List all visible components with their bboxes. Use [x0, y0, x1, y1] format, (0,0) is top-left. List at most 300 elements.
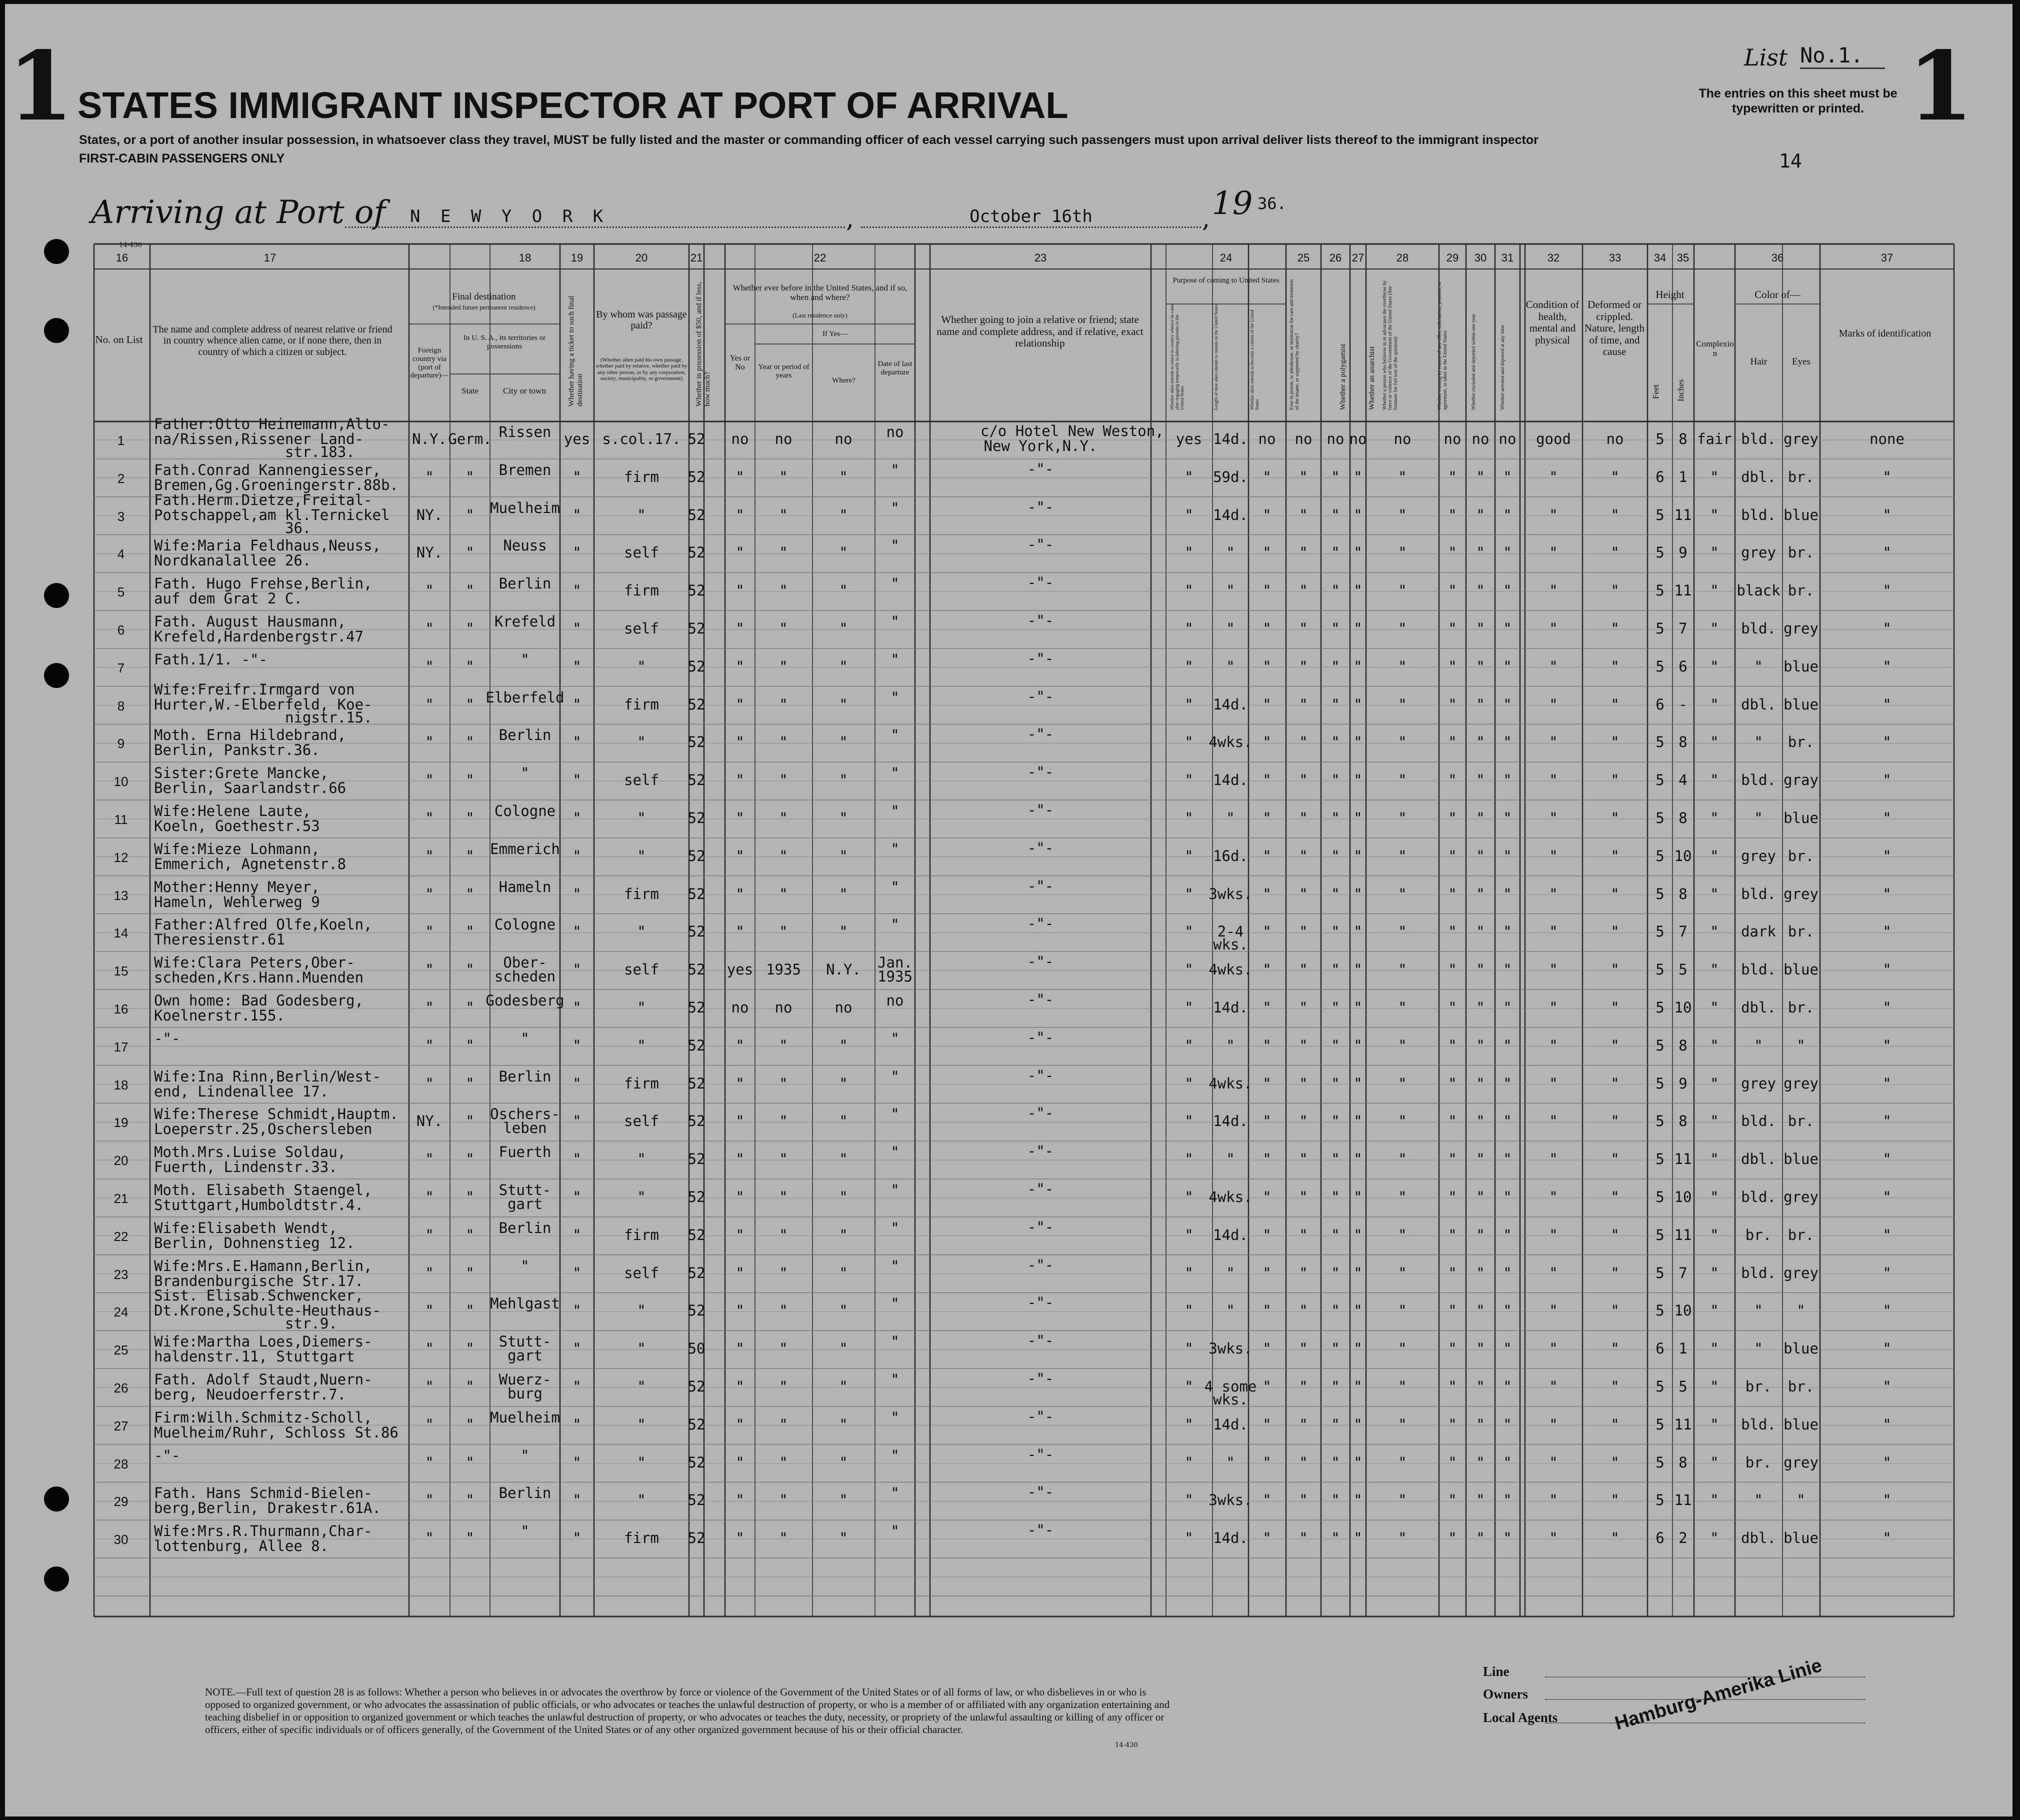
height-feet: 5	[1656, 847, 1664, 864]
question-28: "	[1398, 734, 1407, 751]
health: "	[1549, 1226, 1558, 1244]
height-feet: 5	[1656, 1074, 1664, 1092]
height-feet: 6	[1656, 696, 1664, 713]
foreign-country: "	[425, 1378, 434, 1395]
prison: "	[1299, 1340, 1308, 1358]
hair-color: bld.	[1741, 1416, 1776, 1433]
prison: "	[1299, 847, 1308, 864]
eye-color: blue	[1784, 658, 1818, 675]
question-30: "	[1476, 885, 1485, 902]
purpose-citizen: "	[1262, 1454, 1272, 1471]
ticket: "	[572, 923, 582, 940]
last-departure: "	[890, 499, 900, 516]
height-feet: 5	[1656, 999, 1664, 1016]
purpose-length-2: wks.	[1213, 1391, 1248, 1408]
relative-line-2: Hameln, Wehlerweg 9	[154, 893, 320, 910]
question-29: "	[1448, 582, 1457, 600]
destination-city: Berlin	[498, 1068, 552, 1085]
polygamist: "	[1331, 468, 1340, 486]
purpose-length: 14d.	[1213, 1530, 1248, 1547]
where-before: "	[839, 582, 848, 600]
passage-paid-by: firm	[624, 885, 659, 902]
question-29: "	[1448, 961, 1457, 978]
height-feet: 5	[1656, 1150, 1664, 1168]
money-amount: 52	[688, 961, 706, 978]
passage-paid-by: "	[637, 734, 646, 751]
relative-line-2: Theresienstr.61	[154, 931, 285, 948]
join-relative-2: New York,N.Y.	[984, 438, 1098, 454]
relative-line-1: Father:Otto Heinemann,Alto-	[154, 416, 390, 432]
hair-color: bld.	[1741, 1188, 1776, 1206]
complexion: "	[1710, 696, 1719, 713]
destination-state: "	[466, 1378, 474, 1395]
complexion: "	[1710, 1378, 1719, 1395]
money-amount: 52	[688, 772, 706, 789]
join-relative: -"-	[1027, 802, 1054, 818]
relative-line-2: auf dem Grat 2 C.	[154, 590, 302, 608]
marks: "	[1882, 1302, 1892, 1320]
purpose-citizen: "	[1262, 582, 1272, 600]
ever-before: "	[736, 847, 744, 864]
height-feet: 5	[1656, 620, 1664, 637]
last-departure: "	[890, 1106, 900, 1123]
eye-color: br.	[1788, 923, 1814, 940]
row-number: 12	[114, 850, 128, 865]
money-amount: 52	[688, 658, 706, 675]
ever-before: "	[736, 1340, 744, 1358]
column-number: 37	[1880, 252, 1894, 264]
question-30: "	[1476, 961, 1485, 978]
relative-line-1: Wife:Mrs.E.Hamann,Berlin,	[154, 1257, 372, 1274]
question-31: "	[1503, 810, 1512, 826]
question-31: "	[1503, 468, 1512, 486]
height-inches: 8	[1678, 430, 1688, 448]
health: "	[1549, 1340, 1558, 1358]
anarchist: "	[1354, 620, 1362, 637]
purpose-citizen: "	[1262, 1264, 1272, 1282]
form-number: 14-430	[119, 242, 142, 249]
year-period: "	[779, 1340, 788, 1358]
deformed: "	[1610, 582, 1620, 600]
destination-city: Wuerz-	[498, 1371, 552, 1388]
destination-state: "	[466, 810, 474, 826]
last-departure-2: 1935	[878, 968, 912, 986]
ticket: "	[572, 1036, 582, 1054]
prison: "	[1299, 1378, 1308, 1395]
deformed: "	[1610, 772, 1620, 789]
where-before: "	[839, 506, 848, 524]
purpose-return: "	[1184, 582, 1194, 600]
passage-paid-by: "	[637, 658, 646, 675]
money-amount: 52	[688, 582, 706, 600]
foreign-country: "	[425, 620, 434, 637]
question-29: "	[1448, 1454, 1457, 1471]
eye-color: br.	[1788, 1112, 1814, 1130]
purpose-length: 14d.	[1213, 1226, 1248, 1244]
purpose-return: "	[1184, 1530, 1194, 1547]
prison: "	[1299, 999, 1308, 1016]
ever-before: "	[736, 696, 744, 713]
prison: "	[1299, 772, 1308, 789]
height-inches: 8	[1678, 1036, 1688, 1054]
destination-state: "	[466, 772, 474, 789]
ticket: "	[572, 468, 582, 486]
hair-color: dbl.	[1741, 696, 1776, 713]
ticket: "	[572, 772, 582, 789]
height-inches: 9	[1678, 1074, 1688, 1092]
passage-paid-by: firm	[624, 1226, 659, 1244]
complexion: "	[1710, 1150, 1719, 1168]
question-28: "	[1398, 1530, 1407, 1547]
height-inches: 8	[1678, 734, 1688, 751]
footnote-form-number: 14-430	[1115, 1742, 1138, 1749]
height-inches: 11	[1674, 582, 1692, 600]
last-departure: "	[890, 1144, 900, 1161]
height-inches: 11	[1674, 506, 1692, 524]
destination-city: "	[520, 650, 530, 668]
question-28: "	[1398, 885, 1407, 902]
prison: "	[1299, 1036, 1308, 1054]
eye-color: grey	[1784, 1074, 1818, 1092]
purpose-length: 14d.	[1213, 696, 1248, 713]
row-number: 6	[117, 622, 125, 638]
year-period: "	[779, 1112, 788, 1130]
prison: "	[1299, 1530, 1308, 1547]
deformed: "	[1610, 1454, 1620, 1471]
row-number: 29	[114, 1494, 128, 1510]
question-29: "	[1448, 734, 1457, 751]
question-30: "	[1476, 506, 1485, 524]
question-29: "	[1448, 847, 1457, 864]
purpose-return: "	[1184, 810, 1194, 826]
row-number: 3	[117, 508, 125, 524]
hair-color: grey	[1741, 847, 1776, 864]
header-purpose-length: Length of time alien intends to remain in the United States	[1214, 304, 1218, 410]
purpose-return: yes	[1176, 430, 1202, 448]
purpose-citizen: "	[1262, 544, 1272, 562]
destination-state: "	[466, 734, 474, 751]
join-relative: -"-	[1027, 1446, 1054, 1463]
polygamist: "	[1331, 1074, 1340, 1092]
foreign-country: "	[425, 847, 434, 864]
ever-before: no	[731, 999, 749, 1016]
marks: "	[1882, 1036, 1892, 1054]
where-before: "	[839, 1188, 848, 1206]
anarchist: "	[1354, 810, 1362, 826]
deformed: "	[1610, 961, 1620, 978]
ticket: "	[572, 582, 582, 600]
health: "	[1549, 847, 1558, 864]
purpose-return: "	[1184, 734, 1194, 751]
destination-city: Hameln	[498, 878, 552, 896]
height-inches: 10	[1674, 847, 1692, 864]
eye-color: br.	[1788, 1378, 1814, 1395]
marks: "	[1882, 885, 1892, 902]
ticket: "	[572, 1302, 582, 1320]
eye-color: br.	[1788, 1226, 1814, 1244]
money-amount: 50	[688, 1340, 706, 1358]
money-amount: 52	[688, 923, 706, 940]
row-number: 27	[114, 1418, 128, 1434]
question-31: "	[1503, 961, 1512, 978]
relative-line-2: Berlin, Dohnenstieg 12.	[154, 1234, 355, 1252]
row-number: 7	[117, 660, 125, 676]
marks: "	[1882, 1150, 1892, 1168]
deformed: "	[1610, 1074, 1620, 1092]
destination-city-2: scheden	[494, 968, 556, 986]
where-before: "	[839, 1416, 848, 1433]
foreign-country: "	[425, 1454, 434, 1471]
destination-state: "	[466, 1150, 474, 1168]
purpose-citizen: "	[1262, 1112, 1272, 1130]
header-q28: Whether a person who believes in or advocates the overthrow by force or violence of the Government of the United States (See footnote for full text of the question)	[1382, 280, 1398, 410]
eye-color: grey	[1784, 430, 1818, 448]
height-feet: 5	[1656, 1416, 1664, 1433]
question-28: "	[1398, 468, 1407, 486]
marks: "	[1882, 734, 1892, 751]
marks: "	[1882, 1264, 1892, 1282]
eye-color: blue	[1784, 506, 1818, 524]
purpose-return: "	[1184, 1150, 1194, 1168]
anarchist: "	[1354, 1492, 1362, 1509]
deformed: "	[1610, 506, 1620, 524]
column-number: 36	[1771, 252, 1784, 264]
polygamist: "	[1331, 999, 1340, 1016]
marks: "	[1882, 772, 1892, 789]
header-usa-group: In U. S. A., its territories or possessions	[463, 334, 546, 350]
hair-color: bld.	[1741, 430, 1776, 448]
relative-line-1: Father:Alfred Olfe,Koeln,	[154, 916, 372, 934]
row-number: 2	[117, 470, 125, 486]
question-28: "	[1398, 1416, 1407, 1433]
column-number: 18	[518, 252, 532, 264]
column-number: 20	[635, 252, 648, 264]
hair-color: bld.	[1741, 506, 1776, 524]
column-number: 25	[1297, 252, 1310, 264]
prison: "	[1299, 885, 1308, 902]
last-departure: "	[890, 1522, 900, 1540]
destination-city: Rissen	[498, 424, 552, 440]
where-before: "	[839, 847, 848, 864]
year-period: "	[779, 696, 788, 713]
hair-color: br.	[1745, 1378, 1772, 1395]
where-before: "	[839, 772, 848, 789]
destination-city: "	[520, 1446, 530, 1464]
marks: "	[1882, 1188, 1892, 1206]
money-amount: 52	[688, 1036, 706, 1054]
purpose-length: 14d.	[1213, 772, 1248, 789]
header-no-on-list: No. on List	[95, 334, 143, 346]
eye-color: blue	[1784, 810, 1818, 826]
purpose-citizen: "	[1262, 810, 1272, 826]
height-inches: 9	[1678, 544, 1688, 562]
where-before: "	[839, 1454, 848, 1471]
polygamist: "	[1331, 1036, 1340, 1054]
where-before: no	[834, 430, 852, 448]
purpose-length: "	[1226, 1264, 1235, 1282]
ticket: "	[572, 1226, 582, 1244]
question-30: "	[1476, 1036, 1485, 1054]
relative-line-1: Wife:Mieze Lohmann,	[154, 840, 320, 858]
purpose-citizen: "	[1262, 734, 1272, 751]
purpose-length: "	[1226, 1302, 1235, 1320]
header-state: State	[462, 386, 478, 396]
page-number-right: 1	[1908, 30, 1974, 142]
purpose-citizen: "	[1262, 772, 1272, 789]
row-number: 30	[114, 1532, 128, 1548]
eye-color: blue	[1784, 1416, 1818, 1433]
relative-line-2: Brandenburgische Str.17.	[154, 1272, 364, 1290]
where-before: "	[839, 885, 848, 902]
money-amount: 52	[688, 1074, 706, 1092]
height-feet: 6	[1656, 468, 1664, 486]
relative-line-1: Wife:Helene Laute,	[154, 802, 312, 820]
marks: "	[1882, 1340, 1892, 1358]
polygamist: "	[1331, 696, 1340, 713]
column-number: 34	[1654, 252, 1666, 264]
row-number: 10	[114, 774, 128, 790]
ticket: "	[572, 1340, 582, 1358]
eye-color: grey	[1784, 885, 1818, 902]
ever-before: "	[736, 1530, 744, 1547]
money-amount: 52	[688, 544, 706, 562]
eye-color: grey	[1784, 1188, 1818, 1206]
health: "	[1549, 1492, 1558, 1509]
header-hair: Hair	[1750, 356, 1768, 367]
year-period: no	[774, 999, 792, 1016]
purpose-citizen: "	[1262, 961, 1272, 978]
deformed: "	[1610, 1150, 1620, 1168]
question-31: "	[1503, 1340, 1512, 1358]
complexion: "	[1710, 1036, 1719, 1054]
question-31: "	[1503, 658, 1512, 675]
money-amount: 52	[688, 810, 706, 826]
binder-hole	[44, 583, 69, 608]
where-before: "	[839, 1264, 848, 1282]
header-purpose-citizen: Whether alien intends to become a citizen of the United States	[1250, 310, 1260, 410]
relative-line-2: Muelheim/Ruhr, Schloss St.86	[154, 1424, 398, 1441]
join-relative: -"-	[1027, 726, 1054, 743]
deformed: "	[1610, 620, 1620, 637]
purpose-citizen: "	[1262, 1188, 1272, 1206]
eye-color: br.	[1788, 847, 1814, 864]
money-amount: 52	[688, 696, 706, 713]
destination-state: "	[466, 1416, 474, 1433]
deformed: "	[1610, 1112, 1620, 1130]
destination-state: "	[466, 885, 474, 902]
question-31: "	[1503, 1188, 1512, 1206]
purpose-return: "	[1184, 1074, 1194, 1092]
ever-before: "	[736, 810, 744, 826]
foreign-country: "	[425, 772, 434, 789]
polygamist: "	[1331, 885, 1340, 902]
ever-before: "	[736, 1188, 744, 1206]
comma: ,	[846, 204, 854, 233]
money-amount: 52	[688, 1302, 706, 1320]
ticket: yes	[564, 430, 590, 448]
question-29: "	[1448, 885, 1457, 902]
header-date-departure: Date of last departure	[878, 360, 912, 376]
purpose-return: "	[1184, 1112, 1194, 1130]
eye-color: grey	[1784, 1454, 1818, 1471]
year-period: "	[779, 810, 788, 826]
money-amount: 52	[688, 468, 706, 486]
relative-line-2: Potschappel,am kl.Ternickel	[154, 506, 390, 524]
passage-paid-by: firm	[624, 582, 659, 600]
polygamist: "	[1331, 1416, 1340, 1433]
question-28: "	[1398, 1302, 1407, 1320]
health: "	[1549, 506, 1558, 524]
footnote: NOTE.—Full text of question 28 is as follows: Whether a person who believes in or advocates the overthrow by force or violence of the Government of the United States or of all forms of law, or who disbelieves in or who is opposed to organized government, or who advocates the assassination of public officials, or who advocates or teaches the unlawful destruction of property, or who is a member of or affiliated with any organization entertaining and teaching disbelief in or opposition to organized government or which teaches the unlawful destruction of property, or who advocates or teaches the duty, necessity, or propriety of the unlawful assaulting or killing of any officer or officers, either of specific individuals or of officers generally, of the Government of the United States or of any other organized government because of his or their official character.	[205, 1686, 1170, 1736]
question-31: "	[1503, 582, 1512, 600]
complexion: "	[1710, 1188, 1719, 1206]
destination-city: Ober-	[503, 954, 547, 972]
prison: "	[1299, 468, 1308, 486]
where-before: "	[839, 1492, 848, 1509]
year-period: "	[779, 658, 788, 675]
destination-state: "	[466, 544, 474, 562]
relative-line-2: Stuttgart,Humboldtstr.4.	[154, 1196, 364, 1214]
height-inches: 8	[1678, 885, 1688, 902]
marks: "	[1882, 1530, 1892, 1547]
polygamist: "	[1331, 923, 1340, 940]
destination-city: Emmerich	[490, 840, 560, 858]
destination-city: Berlin	[498, 1484, 552, 1502]
polygamist: "	[1331, 620, 1340, 637]
anarchist: "	[1354, 772, 1362, 789]
ticket: "	[572, 847, 582, 864]
ever-before: "	[736, 1378, 744, 1395]
column-number: 26	[1329, 252, 1342, 264]
question-28: "	[1398, 1074, 1407, 1092]
question-31: "	[1503, 772, 1512, 789]
question-29: "	[1448, 1492, 1457, 1509]
health: "	[1549, 1188, 1558, 1206]
height-feet: 5	[1656, 1264, 1664, 1282]
row-number: 22	[114, 1228, 128, 1244]
marks: "	[1882, 544, 1892, 562]
header-polygamist: Whether a polygamist	[1339, 344, 1347, 410]
deformed: "	[1610, 1340, 1620, 1358]
polygamist: "	[1331, 734, 1340, 751]
year-period: 1935	[766, 961, 801, 978]
deformed: "	[1610, 1226, 1620, 1244]
where-before: "	[839, 1036, 848, 1054]
header-ticket: Whether having a ticket to such final destination	[568, 296, 584, 406]
height-inches: 10	[1674, 1302, 1692, 1320]
eye-color: br.	[1788, 734, 1814, 751]
height-feet: 5	[1656, 885, 1664, 902]
health: "	[1549, 582, 1558, 600]
complexion: "	[1710, 1454, 1719, 1471]
relative-line-1: Fath. August Hausmann,	[154, 613, 346, 630]
last-departure: "	[890, 726, 900, 744]
join-relative: -"-	[1027, 1294, 1054, 1312]
marks: "	[1882, 1378, 1892, 1395]
relative-line-1: Sister:Grete Mancke,	[154, 764, 329, 782]
question-30: "	[1476, 658, 1485, 675]
destination-state: Germ.	[448, 430, 492, 448]
header-ever-before-sub: (Last residence only)	[792, 312, 848, 319]
row-number: 8	[117, 698, 125, 714]
ever-before: "	[736, 1074, 744, 1092]
passage-paid-by: "	[637, 1150, 646, 1168]
height-inches: 11	[1674, 1416, 1692, 1433]
marks: "	[1882, 620, 1892, 637]
passage-paid-by: "	[637, 1188, 646, 1206]
question-30: "	[1476, 923, 1485, 940]
arrival-date: October 16th	[861, 206, 1201, 228]
